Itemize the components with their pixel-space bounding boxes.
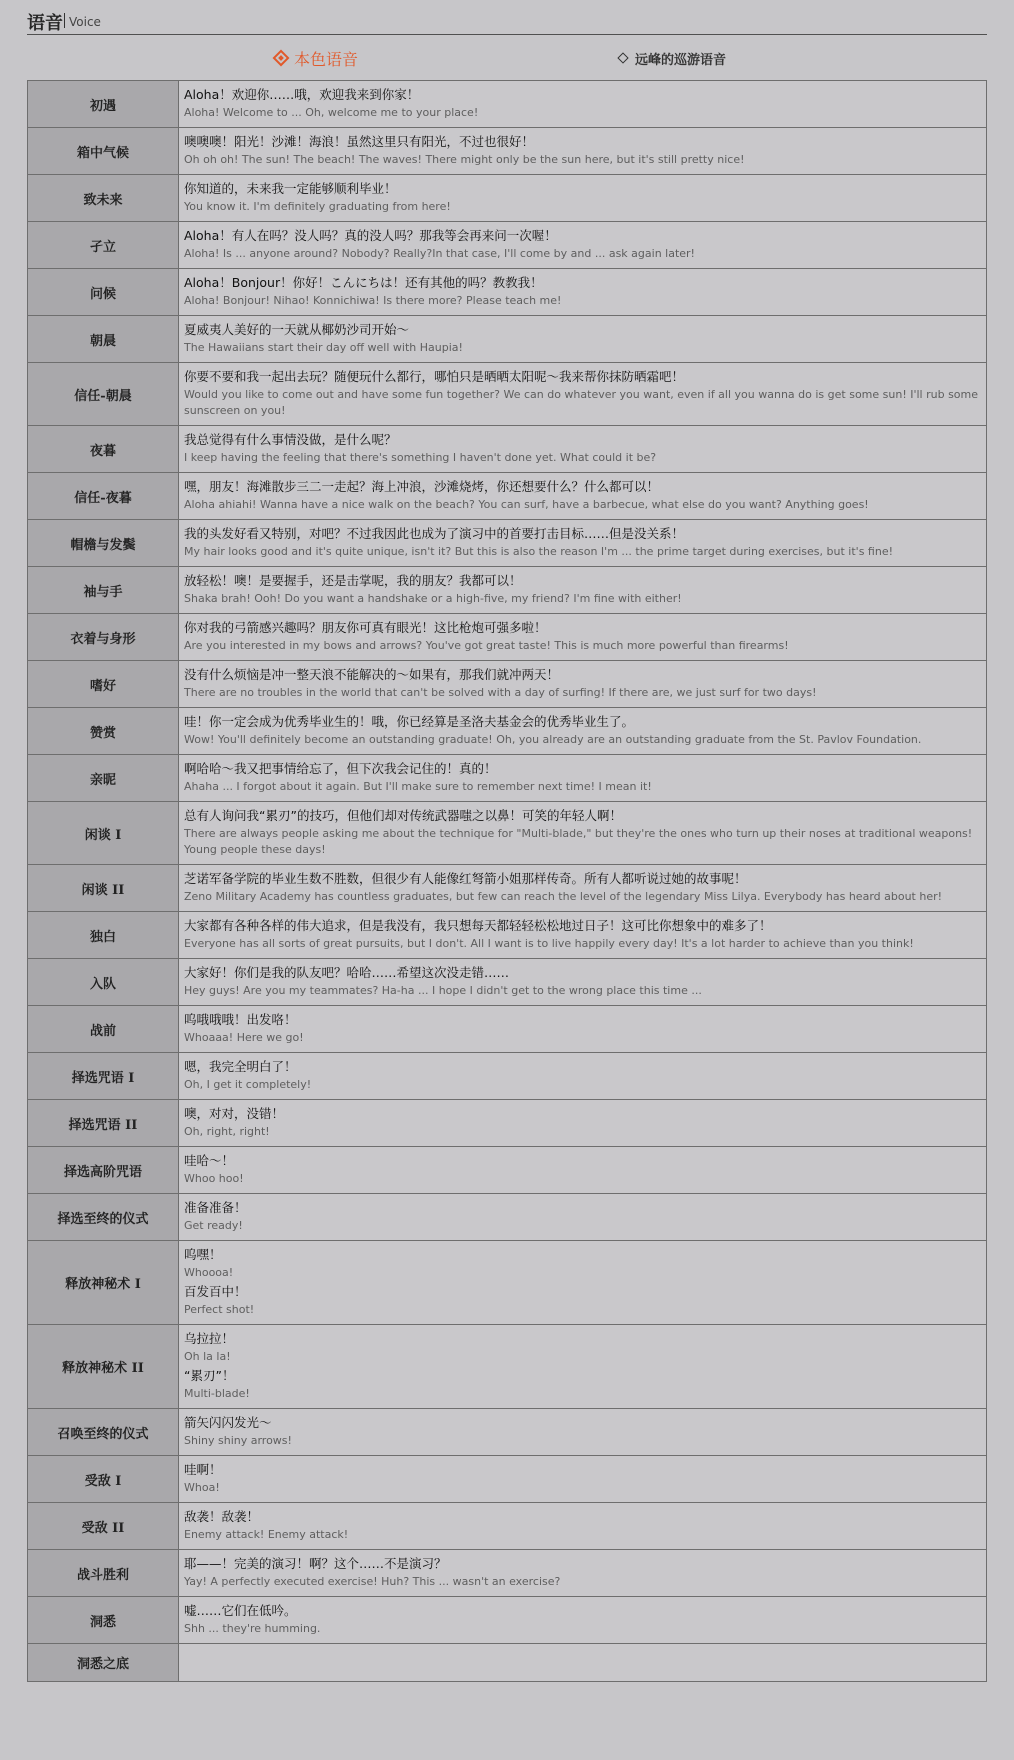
voice-line-english: Aloha ahiahi! Wanna have a nice walk on the beach? You can surf, have a barbecue, what else do you want? Anything goes! xyxy=(184,498,869,511)
voice-line-content xyxy=(179,363,987,426)
voice-line-content xyxy=(179,316,987,363)
voice-line-english: Would you like to come out and have some fun together? We can do whatever you want, even if all you wanna do is get some sun! I'll rub some sunscreen on you! xyxy=(184,388,979,417)
voice-line-english: Aloha! Bonjour! Nihao! Konnichiwa! Is there more? Please teach me! xyxy=(184,294,562,307)
voice-row xyxy=(28,959,987,1006)
voice-line-content xyxy=(179,708,987,755)
voice-tabs xyxy=(27,44,987,72)
voice-line-content xyxy=(179,1409,987,1456)
voice-row xyxy=(28,1409,987,1456)
voice-row xyxy=(28,802,987,865)
voice-line-name: 受敌 I xyxy=(28,1456,179,1503)
voice-row xyxy=(28,520,987,567)
tab-default-voice[interactable] xyxy=(275,44,358,72)
voice-line-english: Whoaaa! Here we go! xyxy=(184,1031,304,1044)
voice-line-name: 朝晨 xyxy=(28,316,179,363)
voice-line-chinese: 放轻松！噢！是要握手，还是击掌呢，我的朋友？我都可以！ xyxy=(184,573,522,588)
voice-line-content xyxy=(179,661,987,708)
voice-row xyxy=(28,1053,987,1100)
voice-line-english: Oh, right, right! xyxy=(184,1125,270,1138)
voice-line-chinese: 耶——！完美的演习！啊？这个……不是演习？ xyxy=(184,1556,447,1571)
voice-line-name: 初遇 xyxy=(28,81,179,128)
voice-line-content xyxy=(179,755,987,802)
voice-line-name: 袖与手 xyxy=(28,567,179,614)
voice-line-name: 孑立 xyxy=(28,222,179,269)
voice-line-name: 释放神秘术 I xyxy=(28,1241,179,1325)
voice-line-chinese: 我的头发好看又特别，对吧？不过我因此也成为了演习中的首要打击目标……但是没关系！ xyxy=(184,526,685,541)
voice-row xyxy=(28,1241,987,1325)
voice-line-content xyxy=(179,473,987,520)
voice-line-english: Shh ... they're humming. xyxy=(184,1622,321,1635)
voice-line-content xyxy=(179,1053,987,1100)
voice-line-chinese: “累刃”！ xyxy=(184,1368,235,1383)
voice-line-chinese: 大家好！你们是我的队友吧？哈哈……希望这次没走错…… xyxy=(184,965,510,980)
voice-line-english: Oh, I get it completely! xyxy=(184,1078,312,1091)
voice-line-english: The Hawaiians start their day off well with Haupia! xyxy=(184,341,463,354)
voice-row xyxy=(28,755,987,802)
diamond-filled-icon xyxy=(273,50,290,67)
voice-line-name: 择选咒语 I xyxy=(28,1053,179,1100)
voice-line-chinese: Aloha！Bonjour！你好！こんにちは！还有其他的吗？教教我！ xyxy=(184,275,543,290)
voice-line-english: Shaka brah! Ooh! Do you want a handshake or a high-five, my friend? I'm fine with either! xyxy=(184,592,682,605)
voice-line-chinese: 啊哈哈～我又把事情给忘了，但下次我会记住的！真的！ xyxy=(184,761,497,776)
voice-line-chinese: 大家都有各种各样的伟大追求，但是我没有，我只想每天都轻轻松松地过日子！这可比你想象中的难多了！ xyxy=(184,918,772,933)
voice-line-content xyxy=(179,912,987,959)
voice-line-name: 信任-朝晨 xyxy=(28,363,179,426)
voice-line-name: 闲谈 II xyxy=(28,865,179,912)
voice-line-english: Hey guys! Are you my teammates? Ha-ha ... I hope I didn't get to the wrong place this time ... xyxy=(184,984,702,997)
voice-line-english: Whoo hoo! xyxy=(184,1172,244,1185)
voice-line-name: 洞悉之底 xyxy=(28,1644,179,1682)
voice-line-content xyxy=(179,1100,987,1147)
voice-line-name: 箱中气候 xyxy=(28,128,179,175)
voice-line-name: 问候 xyxy=(28,269,179,316)
voice-line-chinese: 哇！你一定会成为优秀毕业生的！哦，你已经算是圣洛夫基金会的优秀毕业生了。 xyxy=(184,714,635,729)
voice-row xyxy=(28,661,987,708)
voice-line-content xyxy=(179,128,987,175)
voice-line-english: Yay! A perfectly executed exercise! Huh? This ... wasn't an exercise? xyxy=(184,1575,561,1588)
voice-line-content xyxy=(179,959,987,1006)
voice-line-name: 致未来 xyxy=(28,175,179,222)
voice-line-english: Get ready! xyxy=(184,1219,243,1232)
voice-line-english: Are you interested in my bows and arrows? You've got great taste! This is much more powerful than firearms! xyxy=(184,639,789,652)
voice-row xyxy=(28,1456,987,1503)
voice-row xyxy=(28,473,987,520)
voice-line-name: 独白 xyxy=(28,912,179,959)
voice-line-content xyxy=(179,1550,987,1597)
tab-tour-voice[interactable] xyxy=(619,44,726,72)
voice-row xyxy=(28,175,987,222)
voice-line-content xyxy=(179,1194,987,1241)
voice-line-name: 闲谈 I xyxy=(28,802,179,865)
voice-line-english: Whoa! xyxy=(184,1481,220,1494)
voice-line-chinese: Aloha！欢迎你……哦，欢迎我来到你家！ xyxy=(184,87,420,102)
voice-line-english: There are no troubles in the world that can't be solved with a day of surfing! If there are, we just surf for two days! xyxy=(184,686,817,699)
voice-line-chinese: 我总觉得有什么事情没做，是什么呢？ xyxy=(184,432,397,447)
voice-line-name: 嗜好 xyxy=(28,661,179,708)
voice-line-name: 择选高阶咒语 xyxy=(28,1147,179,1194)
voice-line-english: Aloha! Is ... anyone around? Nobody? Really?In that case, I'll come by and ... ask again later! xyxy=(184,247,695,260)
voice-line-name: 择选咒语 II xyxy=(28,1100,179,1147)
voice-line-content xyxy=(179,614,987,661)
voice-row xyxy=(28,1147,987,1194)
voice-row xyxy=(28,1006,987,1053)
voice-line-chinese: 箭矢闪闪发光～ xyxy=(184,1415,272,1430)
section-header xyxy=(27,8,987,35)
voice-line-english: Enemy attack! Enemy attack! xyxy=(184,1528,349,1541)
voice-line-chinese: 呜嘿！ xyxy=(184,1247,222,1262)
tab-label: 本色语音 xyxy=(294,49,359,69)
voice-line-chinese: 乌拉拉！ xyxy=(184,1331,235,1346)
voice-line-content xyxy=(179,1147,987,1194)
voice-line-chinese: 芝诺军备学院的毕业生数不胜数，但很少有人能像红弩箭小姐那样传奇。所有人都听说过她的故事呢！ xyxy=(184,871,747,886)
voice-line-chinese: 夏威夷人美好的一天就从椰奶沙司开始～ xyxy=(184,322,410,337)
voice-line-content xyxy=(179,269,987,316)
voice-row xyxy=(28,1503,987,1550)
voice-line-english: Whoooa! xyxy=(184,1266,234,1279)
voice-line-english: Oh oh oh! The sun! The beach! The waves! There might only be the sun here, but it's still pretty nice! xyxy=(184,153,745,166)
voice-row xyxy=(28,1100,987,1147)
voice-row xyxy=(28,1644,987,1682)
voice-line-chinese: 总有人询问我“累刃”的技巧，但他们却对传统武器嗤之以鼻！可笑的年轻人啊！ xyxy=(184,808,622,823)
voice-line-name: 夜暮 xyxy=(28,426,179,473)
voice-line-name: 亲昵 xyxy=(28,755,179,802)
voice-line-chinese: 呜哦哦哦！出发咯！ xyxy=(184,1012,297,1027)
title-divider xyxy=(64,13,65,28)
voice-row xyxy=(28,81,987,128)
voice-line-english: My hair looks good and it's quite unique, isn't it? But this is also the reason I'm ... the prime target during exercises, but it's fine! xyxy=(184,545,893,558)
voice-line-content xyxy=(179,1241,987,1325)
section-title: 语音 xyxy=(27,13,63,34)
voice-line-content xyxy=(179,802,987,865)
voice-line-english: You know it. I'm definitely graduating from here! xyxy=(184,200,451,213)
voice-line-chinese: 噢噢噢！阳光！沙滩！海浪！虽然这里只有阳光，不过也很好！ xyxy=(184,134,535,149)
voice-line-chinese: 没有什么烦恼是冲一整天浪不能解决的～如果有，那我们就冲两天！ xyxy=(184,667,560,682)
voice-line-content xyxy=(179,81,987,128)
voice-line-name: 释放神秘术 II xyxy=(28,1325,179,1409)
voice-line-english: Shiny shiny arrows! xyxy=(184,1434,292,1447)
voice-line-name: 信任-夜暮 xyxy=(28,473,179,520)
voice-line-chinese: 嗯，我完全明白了！ xyxy=(184,1059,297,1074)
voice-line-content xyxy=(179,1503,987,1550)
voice-line-content xyxy=(179,1644,987,1682)
voice-line-chinese: 你知道的，未来我一定能够顺利毕业！ xyxy=(184,181,397,196)
voice-row xyxy=(28,363,987,426)
voice-line-english: Perfect shot! xyxy=(184,1303,255,1316)
voice-line-name: 入队 xyxy=(28,959,179,1006)
voice-line-chinese: 敌袭！敌袭！ xyxy=(184,1509,260,1524)
voice-row xyxy=(28,1597,987,1644)
voice-line-english: Wow! You'll definitely become an outstanding graduate! Oh, you already are an outstanding graduate from the St. Pavlov Foundation. xyxy=(184,733,922,746)
voice-line-name: 帽檐与发鬓 xyxy=(28,520,179,567)
voice-line-chinese: 嘿，朋友！海滩散步三二一走起？海上冲浪，沙滩烧烤，你还想要什么？什么都可以！ xyxy=(184,479,660,494)
voice-row xyxy=(28,614,987,661)
voice-row xyxy=(28,222,987,269)
voice-line-chinese: 嘘……它们在低吟。 xyxy=(184,1603,297,1618)
voice-line-content xyxy=(179,865,987,912)
voice-line-content xyxy=(179,1456,987,1503)
voice-line-name: 召唤至终的仪式 xyxy=(28,1409,179,1456)
voice-line-name: 受敌 II xyxy=(28,1503,179,1550)
tab-label: 远峰的巡游语音 xyxy=(635,52,727,68)
voice-line-content xyxy=(179,520,987,567)
voice-table xyxy=(27,80,987,1682)
voice-line-content xyxy=(179,175,987,222)
diamond-outline-icon xyxy=(617,52,628,63)
voice-row xyxy=(28,316,987,363)
voice-line-english: Aloha! Welcome to ... Oh, welcome me to your place! xyxy=(184,106,479,119)
voice-line-english: There are always people asking me about the technique for "Multi-blade," but they're the ones who turn up their noses at traditional weapons! Young people these days! xyxy=(184,827,973,856)
voice-line-english: I keep having the feeling that there's something I haven't done yet. What could it be? xyxy=(184,451,657,464)
voice-line-chinese: 哇哈～！ xyxy=(184,1153,235,1168)
voice-row xyxy=(28,1550,987,1597)
voice-line-content xyxy=(179,222,987,269)
voice-line-name: 赞赏 xyxy=(28,708,179,755)
voice-row xyxy=(28,708,987,755)
voice-line-english: Ahaha ... I forgot about it again. But I'll make sure to remember next time! I mean it! xyxy=(184,780,652,793)
voice-row xyxy=(28,128,987,175)
section-subtitle: Voice xyxy=(69,15,101,29)
voice-line-name: 洞悉 xyxy=(28,1597,179,1644)
voice-row xyxy=(28,426,987,473)
voice-line-name: 战斗胜利 xyxy=(28,1550,179,1597)
voice-line-english: Zeno Military Academy has countless graduates, but few can reach the level of the legendary Miss Lilya. Everybody has heard about her! xyxy=(184,890,943,903)
voice-line-chinese: 准备准备！ xyxy=(184,1200,247,1215)
voice-line-name: 衣着与身形 xyxy=(28,614,179,661)
voice-line-english: Everyone has all sorts of great pursuits, but I don't. All I want is to live happily every day! It's a lot harder to achieve than you think! xyxy=(184,937,914,950)
voice-line-english: Multi-blade! xyxy=(184,1387,250,1400)
voice-line-name: 择选至终的仪式 xyxy=(28,1194,179,1241)
voice-line-content xyxy=(179,1006,987,1053)
voice-line-content xyxy=(179,426,987,473)
voice-line-content xyxy=(179,1597,987,1644)
voice-line-content xyxy=(179,567,987,614)
voice-line-chinese: 你要不要和我一起出去玩？随便玩什么都行，哪怕只是晒晒太阳呢～我来帮你抹防晒霜吧！ xyxy=(184,369,685,384)
voice-row xyxy=(28,1194,987,1241)
voice-table-body xyxy=(28,81,987,1682)
voice-line-content xyxy=(179,1325,987,1409)
voice-line-english: Oh la la! xyxy=(184,1350,231,1363)
voice-row xyxy=(28,865,987,912)
voice-row xyxy=(28,1325,987,1409)
voice-line-name: 战前 xyxy=(28,1006,179,1053)
voice-row xyxy=(28,912,987,959)
voice-line-chinese: 噢，对对，没错！ xyxy=(184,1106,285,1121)
voice-line-chinese: 你对我的弓箭感兴趣吗？朋友你可真有眼光！这比枪炮可强多啦！ xyxy=(184,620,547,635)
voice-line-chinese: Aloha！有人在吗？没人吗？真的没人吗？那我等会再来问一次喔！ xyxy=(184,228,557,243)
voice-row xyxy=(28,567,987,614)
voice-row xyxy=(28,269,987,316)
voice-line-chinese: 百发百中！ xyxy=(184,1284,247,1299)
voice-line-chinese: 哇啊！ xyxy=(184,1462,222,1477)
